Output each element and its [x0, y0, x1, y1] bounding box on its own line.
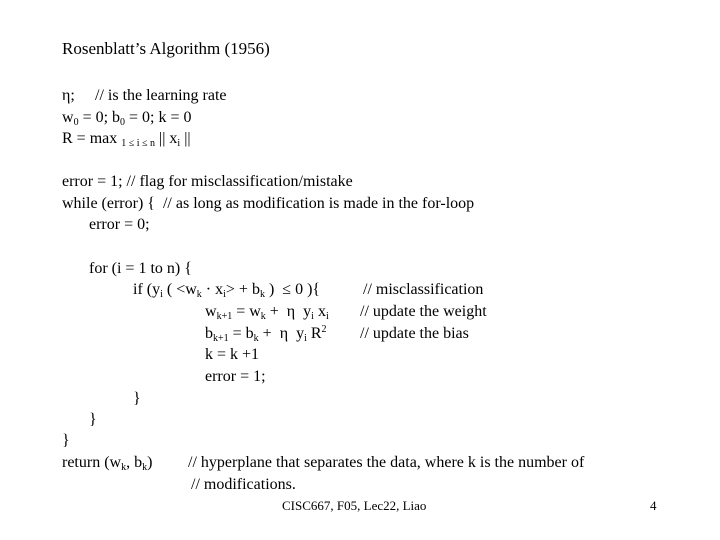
weight-comment: // update the weight: [360, 303, 487, 320]
if-close-brace: }: [133, 390, 141, 407]
error-set: error = 1;: [205, 368, 266, 385]
r-definition: R = max 1 ≤ i ≤ n || $x_i$ ||: [62, 130, 191, 149]
slide-title: Rosenblatt’s Algorithm (1956): [62, 39, 270, 58]
while-line: while (error) { // as long as modification is made in the for-loop: [62, 195, 475, 212]
return-comment-2: // modifications.: [191, 476, 296, 493]
error-reset: error = 0;: [89, 216, 150, 233]
while-close-brace: }: [62, 432, 70, 449]
k-increment: k = k +1: [205, 346, 260, 363]
if-line: if ($y_i$ ( $<w_k \cdot x_i> + b_k$ ) ≤ 0 ){: [133, 281, 321, 300]
bias-update: $b_{k+1} = b_k + \eta$ $y_i$ $R^2$: [205, 324, 327, 344]
weight-update: $w_{k+1} = w_k + \eta$ $y_i$ $x_i$: [205, 303, 329, 322]
return-line: return ($w_k$, $b_k$): [62, 454, 153, 473]
eta-declaration: η;: [62, 87, 75, 104]
return-comment-1: // hyperplane that separates the data, where k is the number of: [188, 454, 585, 471]
for-close-brace: }: [89, 411, 97, 428]
init-line: $w_0 = 0$; $b_0 = 0$; k = 0: [62, 109, 192, 128]
for-line: for (i = 1 to n) {: [89, 260, 192, 277]
error-init: error = 1; // flag for misclassification/mistake: [62, 173, 353, 190]
bias-comment: // update the bias: [360, 325, 469, 342]
slide-footer: CISC667, F05, Lec22, Liao: [282, 498, 427, 513]
if-comment: // misclassification: [363, 281, 484, 298]
page-number: 4: [650, 498, 657, 513]
eta-comment: // is the learning rate: [95, 87, 227, 104]
